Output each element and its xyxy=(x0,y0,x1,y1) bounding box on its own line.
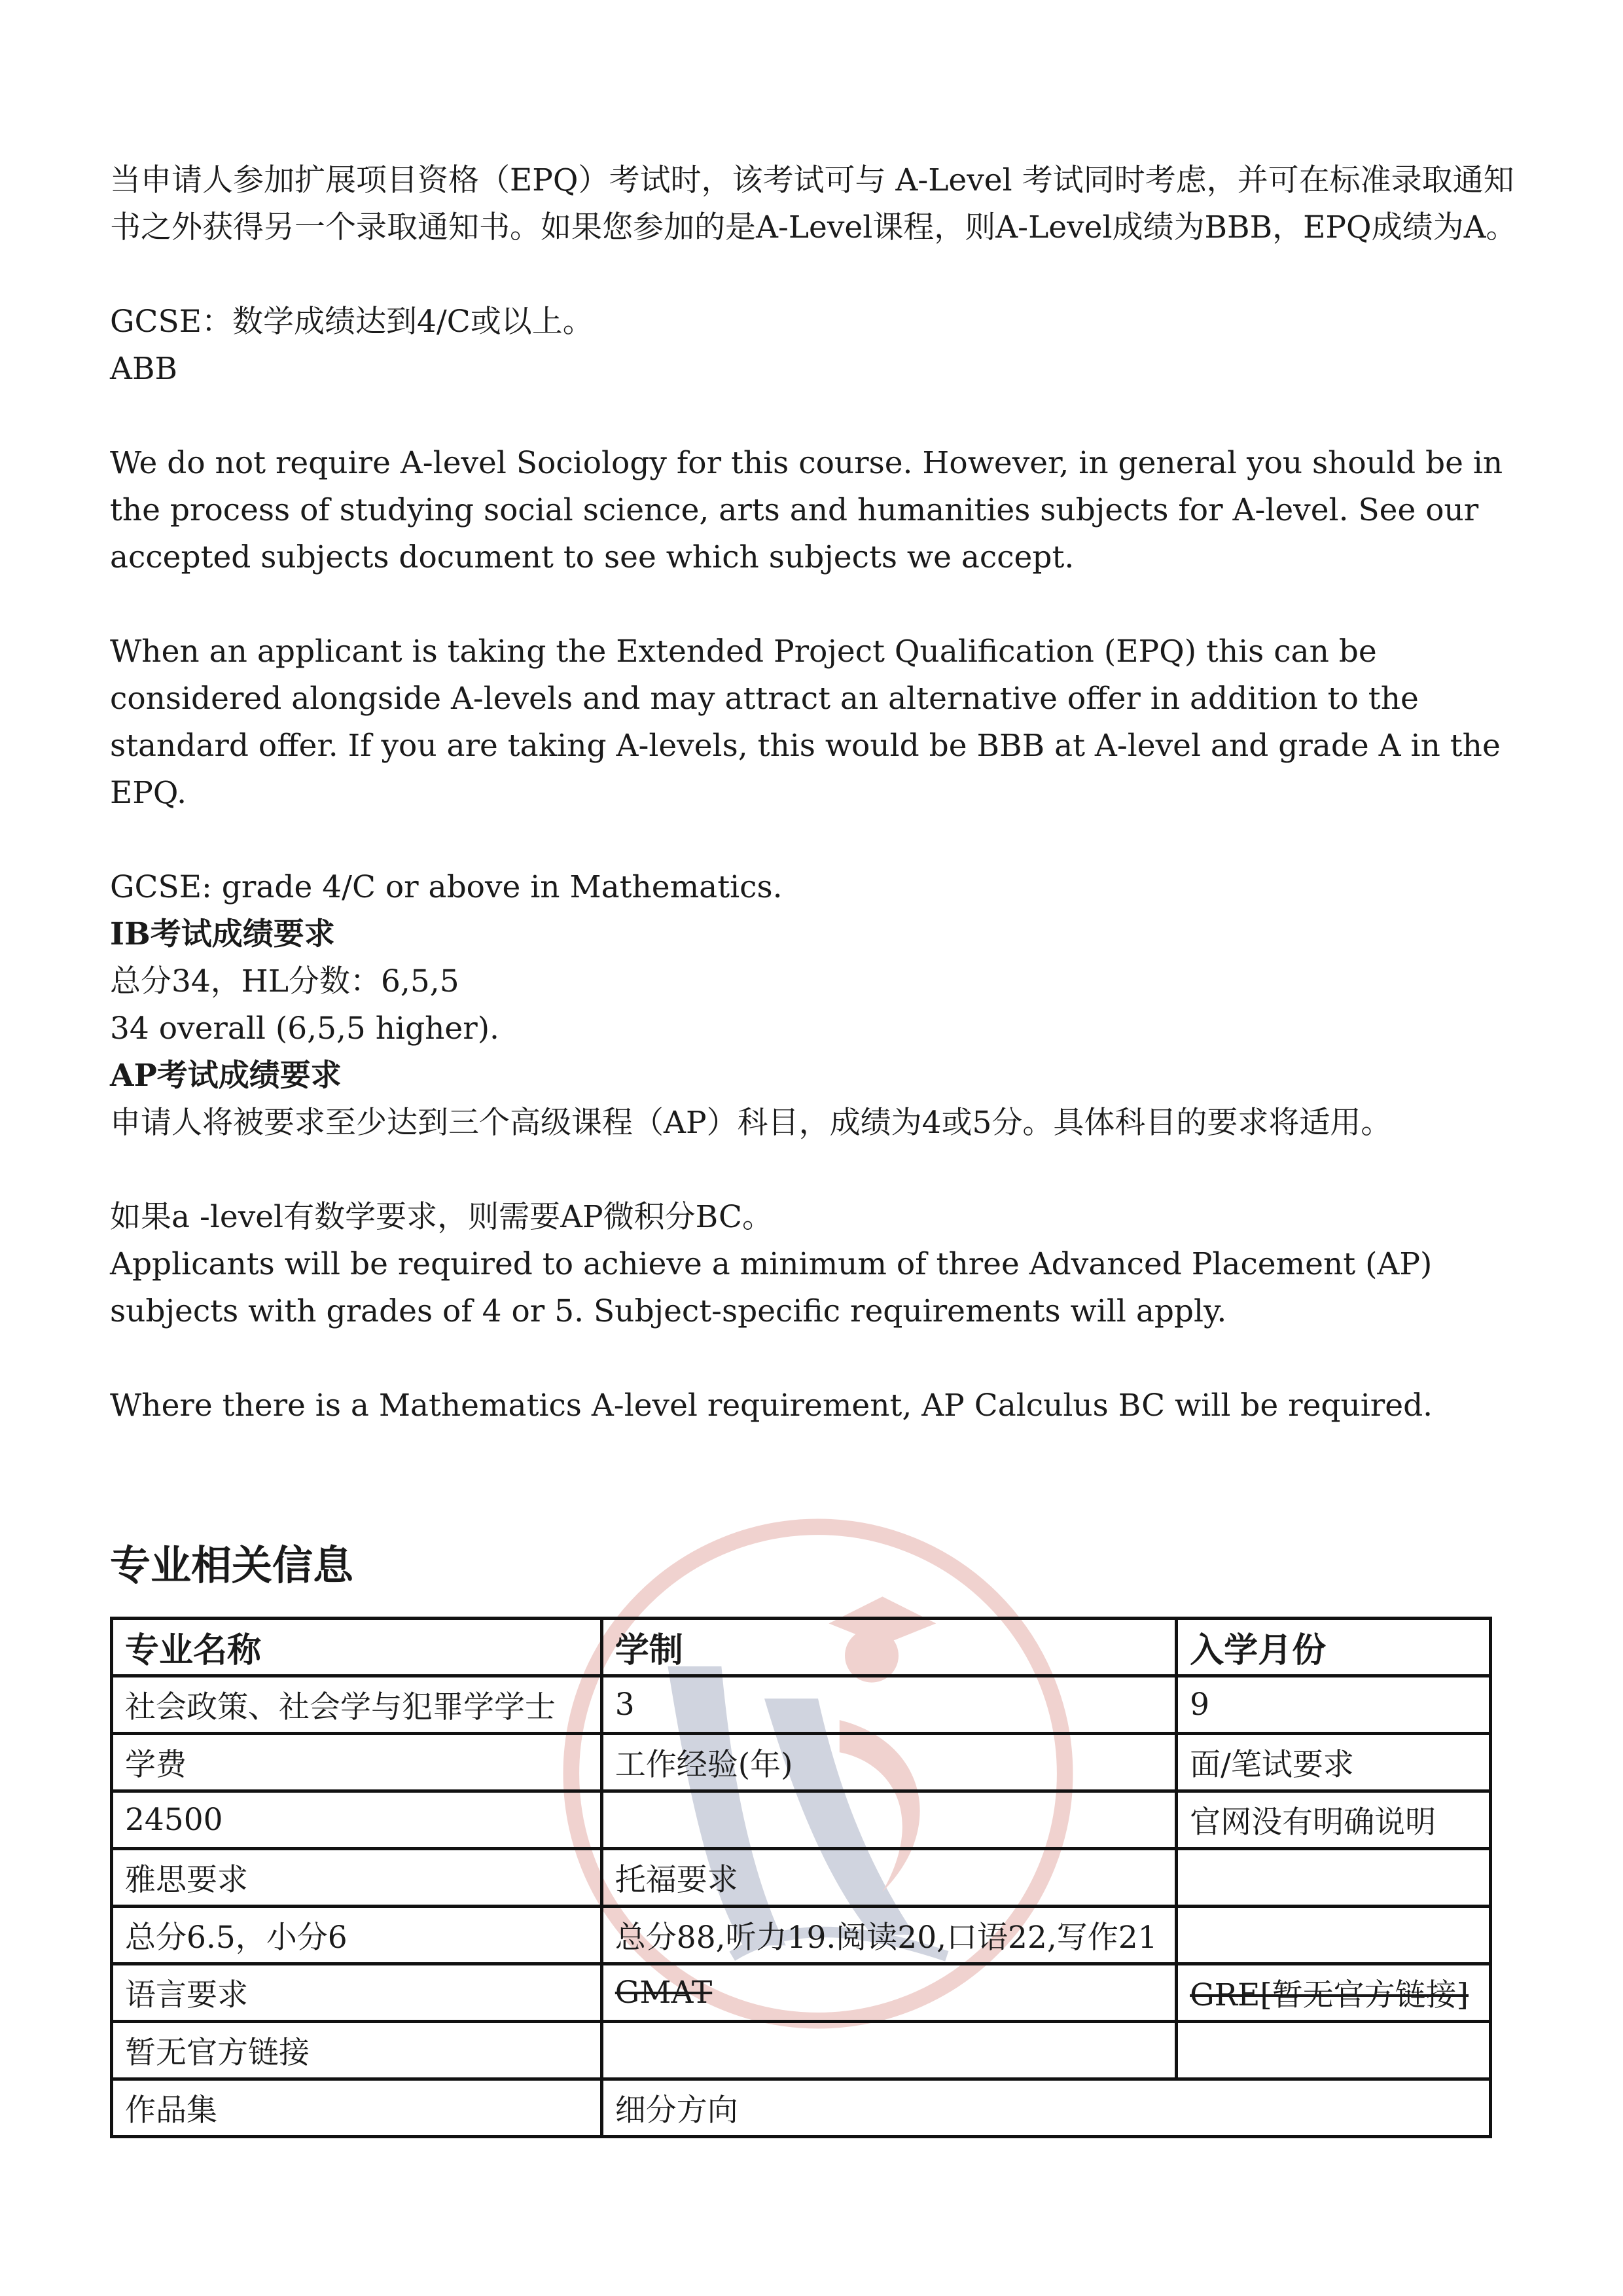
table-cell: 作品集 xyxy=(112,2079,602,2137)
ib-requirement-cn: 总分34，HL分数：6,5,5 xyxy=(110,963,459,999)
table-row xyxy=(112,1734,1491,1791)
table-cell: 学费 xyxy=(112,1734,602,1791)
table-cell xyxy=(601,2022,1176,2079)
table-row xyxy=(112,1676,1491,1734)
ap-requirement-cn: 申请人将被要求至少达到三个高级课程（AP）科目，成绩为4或5分。具体科目的要求将适用。 xyxy=(110,1105,1392,1141)
table-cell-gre: GRE[暂无官方链接] xyxy=(1177,1964,1491,2022)
ap-heading: AP考试成绩要求 xyxy=(110,1058,342,1094)
table-row xyxy=(112,1791,1491,1849)
table-cell: 学制 xyxy=(601,1619,1176,1676)
table-row xyxy=(112,1964,1491,2022)
table-cell: 总分6.5，小分6 xyxy=(112,1907,602,1964)
ap-calculus-en: Where there is a Mathematics A-level requirement, AP Calculus BC will be required. xyxy=(110,1388,1433,1424)
table-cell: 语言要求 xyxy=(112,1964,602,2022)
ap-requirement-en: Applicants will be required to achieve a minimum of three Advanced Placement (AP) subjects with grades of 4 or 5. Subject-specific requirements will apply. xyxy=(110,1246,1433,1329)
table-cell-gmat: GMAT xyxy=(601,1964,1176,2022)
table-cell: 托福要求 xyxy=(601,1849,1176,1907)
table-cell: 细分方向 xyxy=(601,2079,1490,2137)
table-row xyxy=(112,2079,1491,2137)
ib-heading: IB考试成绩要求 xyxy=(110,916,335,952)
table-cell: 24500 xyxy=(112,1791,602,1849)
table-row xyxy=(112,1849,1491,1907)
table-cell xyxy=(601,1791,1176,1849)
table-row xyxy=(112,1907,1491,1964)
program-info-table xyxy=(110,1617,1492,2138)
paragraph-gcse-cn: GCSE：数学成绩达到4/C或以上。 xyxy=(110,304,594,340)
paragraph-abb: ABB xyxy=(110,351,178,387)
ap-calculus-cn: 如果a -level有数学要求，则需要AP微积分BC。 xyxy=(110,1199,774,1235)
table-cell: 入学月份 xyxy=(1177,1619,1491,1676)
table-cell xyxy=(1177,1907,1491,1964)
table-cell: 官网没有明确说明 xyxy=(1177,1791,1491,1849)
table-cell: 专业名称 xyxy=(112,1619,602,1676)
paragraph-gcse-en: GCSE: grade 4/C or above in Mathematics. xyxy=(110,869,783,905)
table-cell: 3 xyxy=(601,1676,1176,1734)
table-cell: 9 xyxy=(1177,1676,1491,1734)
section-title: 专业相关信息 xyxy=(110,1541,354,1589)
paragraph-sociology-en: We do not require A-level Sociology for this course. However, in general you should be in the process of studying social science, arts and humanities subjects for A-level. See our accepted subjects document to see which subjects we accept. xyxy=(110,445,1503,575)
table-cell: 社会政策、社会学与犯罪学学士 xyxy=(112,1676,602,1734)
table-cell: 面/笔试要求 xyxy=(1177,1734,1491,1791)
table-row xyxy=(112,2022,1491,2079)
paragraph-epq-en: When an applicant is taking the Extended Project Qualification (EPQ) this can be considered alongside A-levels and may attract an alternative offer in addition to the standard offer. If you are taking A-levels, this would be BBB at A-level and grade A in the EPQ. xyxy=(110,634,1501,811)
table-cell: 工作经验(年) xyxy=(601,1734,1176,1791)
table-row xyxy=(112,1619,1491,1676)
table-cell xyxy=(1177,2022,1491,2079)
table-cell: 暂无官方链接 xyxy=(112,2022,602,2079)
ib-requirement-en: 34 overall (6,5,5 higher). xyxy=(110,1011,499,1047)
table-cell xyxy=(1177,1849,1491,1907)
paragraph-epq-cn: 当申请人参加扩展项目资格（EPQ）考试时，该考试可与 A-Level 考试同时考虑，并可在标准录取通知书之外获得另一个录取通知书。如果您参加的是A-Level课程，则A-Level成绩为BBB，EPQ成绩为A。 xyxy=(110,162,1517,245)
table-cell: 总分88,听力19.阅读20,口语22,写作21 xyxy=(601,1907,1176,1964)
document-body xyxy=(110,157,1524,1429)
table-cell: 雅思要求 xyxy=(112,1849,602,1907)
